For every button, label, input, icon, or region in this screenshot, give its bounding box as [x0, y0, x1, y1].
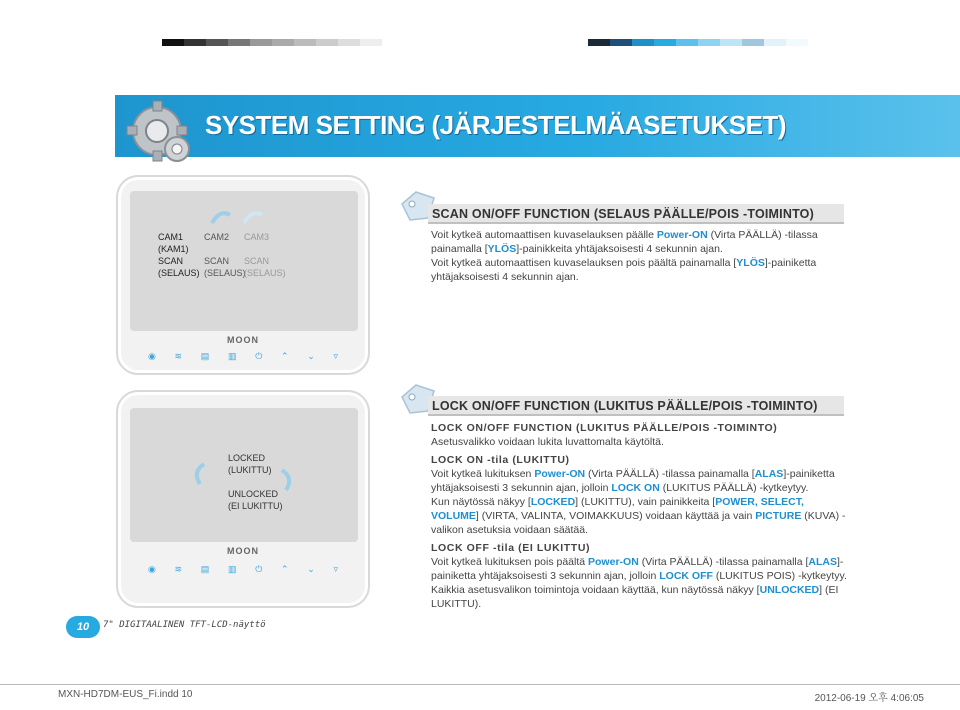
power-button-icon: ⏻ [255, 351, 263, 361]
print-timestamp: 2012-06-19 오후 4:06:05 [814, 693, 924, 704]
volume-icon: ▿ [333, 564, 338, 574]
cam3-scan-label: CAM3 SCAN (SELAUS) [244, 232, 286, 278]
up-icon: ⌃ [281, 564, 289, 574]
device-illustration-lock [116, 390, 370, 608]
running-footer-title: 7" DIGITAALINEN TFT-LCD-näyttö [103, 620, 266, 630]
volume-icon: ▿ [333, 351, 338, 361]
scroll-arrow-icon [242, 207, 264, 227]
subheading: LOCK ON -tila (LUKITTU) [431, 454, 570, 466]
device-button-row [148, 564, 338, 575]
up-icon: ⌃ [281, 351, 289, 361]
cam2-scan-label: CAM2 SCAN (SELAUS) [204, 232, 246, 278]
device-button-row [148, 351, 338, 362]
down-icon: ⌄ [307, 351, 315, 361]
menu-icon: ▤ [200, 564, 210, 574]
section-heading-scan: SCAN ON/OFF FUNCTION (SELAUS PÄÄLLE/POIS -TOIMINTO) [428, 204, 844, 224]
cam1-scan-label: CAM1 (KAM1) SCAN (SELAUS) [158, 232, 200, 278]
device-illustration-scan [116, 175, 370, 375]
cycle-arrow-icon [190, 462, 210, 486]
footer-divider [0, 684, 960, 685]
scroll-arrow-icon [210, 207, 232, 227]
signal-icon: ≋ [174, 351, 183, 361]
color-registration-bar-right [588, 39, 810, 46]
cycle-arrow-icon [276, 468, 296, 492]
device-screen [130, 408, 358, 542]
lock-status-labels: LOCKED (LUKITTU) UNLOCKED (EI LUKITTU) [228, 453, 283, 511]
brand-logo: MOON [227, 546, 259, 556]
gear-icon [123, 95, 197, 169]
subheading: LOCK OFF -tila (EI LUKITTU) [431, 542, 591, 554]
page-icon: ▥ [227, 564, 237, 574]
page-title: SYSTEM SETTING (JÄRJESTELMÄASETUKSET) [205, 110, 786, 140]
section-heading-lock: LOCK ON/OFF FUNCTION (LUKITUS PÄÄLLE/POIS -TOIMINTO) [428, 396, 844, 416]
file-name: MXN-HD7DM-EUS_Fi.indd 10 [58, 689, 193, 700]
page-icon: ▥ [227, 351, 237, 361]
signal-icon: ≋ [174, 564, 183, 574]
power-button-icon: ⏻ [255, 564, 263, 574]
power-icon: ◉ [148, 564, 156, 574]
lock-description: LOCK ON/OFF FUNCTION (LUKITUS PÄÄLLE/POIS -TOIMINTO) Asetusvalikko voidaan lukita luvattomalta käytöltä. LOCK ON -tila (LUKITTU) Voit kytkeä lukituksen Power-ON (Virta PÄÄLLÄ) -tilassa painamalla [ALAS]-painiketta yhtäjaksoisesti 3 sekunnin ajan, jolloin LOCK ON (LUKITUS PÄÄLLÄ) -kytkeytyy. Kun näytössä näkyy [LOCKED] (LUKITTU), vain painikkeita [POWER, SELECT, VOLUME] (VIRTA, VALINTA, VOIMAKKUUS) voidaan käyttää ja vain PICTURE (KUVA) -valikon asetuksia voidaan säätää. LOCK OFF -tila (EI LUKITTU) Voit kytkeä lukituksen pois päältä Power-ON (Virta PÄÄLLÄ) -tilassa painamalla [ALAS]-painiketta yhtäjaksoisesti 3 sekunnin ajan, jolloin LOCK OFF (LUKITUS POIS) -kytkeytyy. Kaikkia asetusvalikon toimintoja voidaan käyttää, kun näytössä näkyy [UNLOCKED] (EI LUKITTU). [431, 422, 847, 610]
power-icon: ◉ [148, 351, 156, 361]
menu-icon: ▤ [200, 351, 210, 361]
color-registration-bar-left [162, 39, 384, 46]
page-number-badge: 10 [66, 616, 100, 638]
subheading: LOCK ON/OFF FUNCTION (LUKITUS PÄÄLLE/POIS -TOIMINTO) [431, 422, 778, 434]
down-icon: ⌄ [307, 564, 315, 574]
device-screen [130, 191, 358, 331]
scan-description: Voit kytkeä automaattisen kuvaselauksen päälle Power-ON (Virta PÄÄLLÄ) -tilassa painamalla [YLÖS]-painikkeita yhtäjaksoisesti 4 sekunnin ajan. Voit kytkeä automaattisen kuvaselauksen pois päältä painamalla [YLÖS]-painiketta yhtäjaksoisesti 4 sekunnin ajan. [431, 229, 818, 283]
brand-logo: MOON [227, 335, 259, 345]
